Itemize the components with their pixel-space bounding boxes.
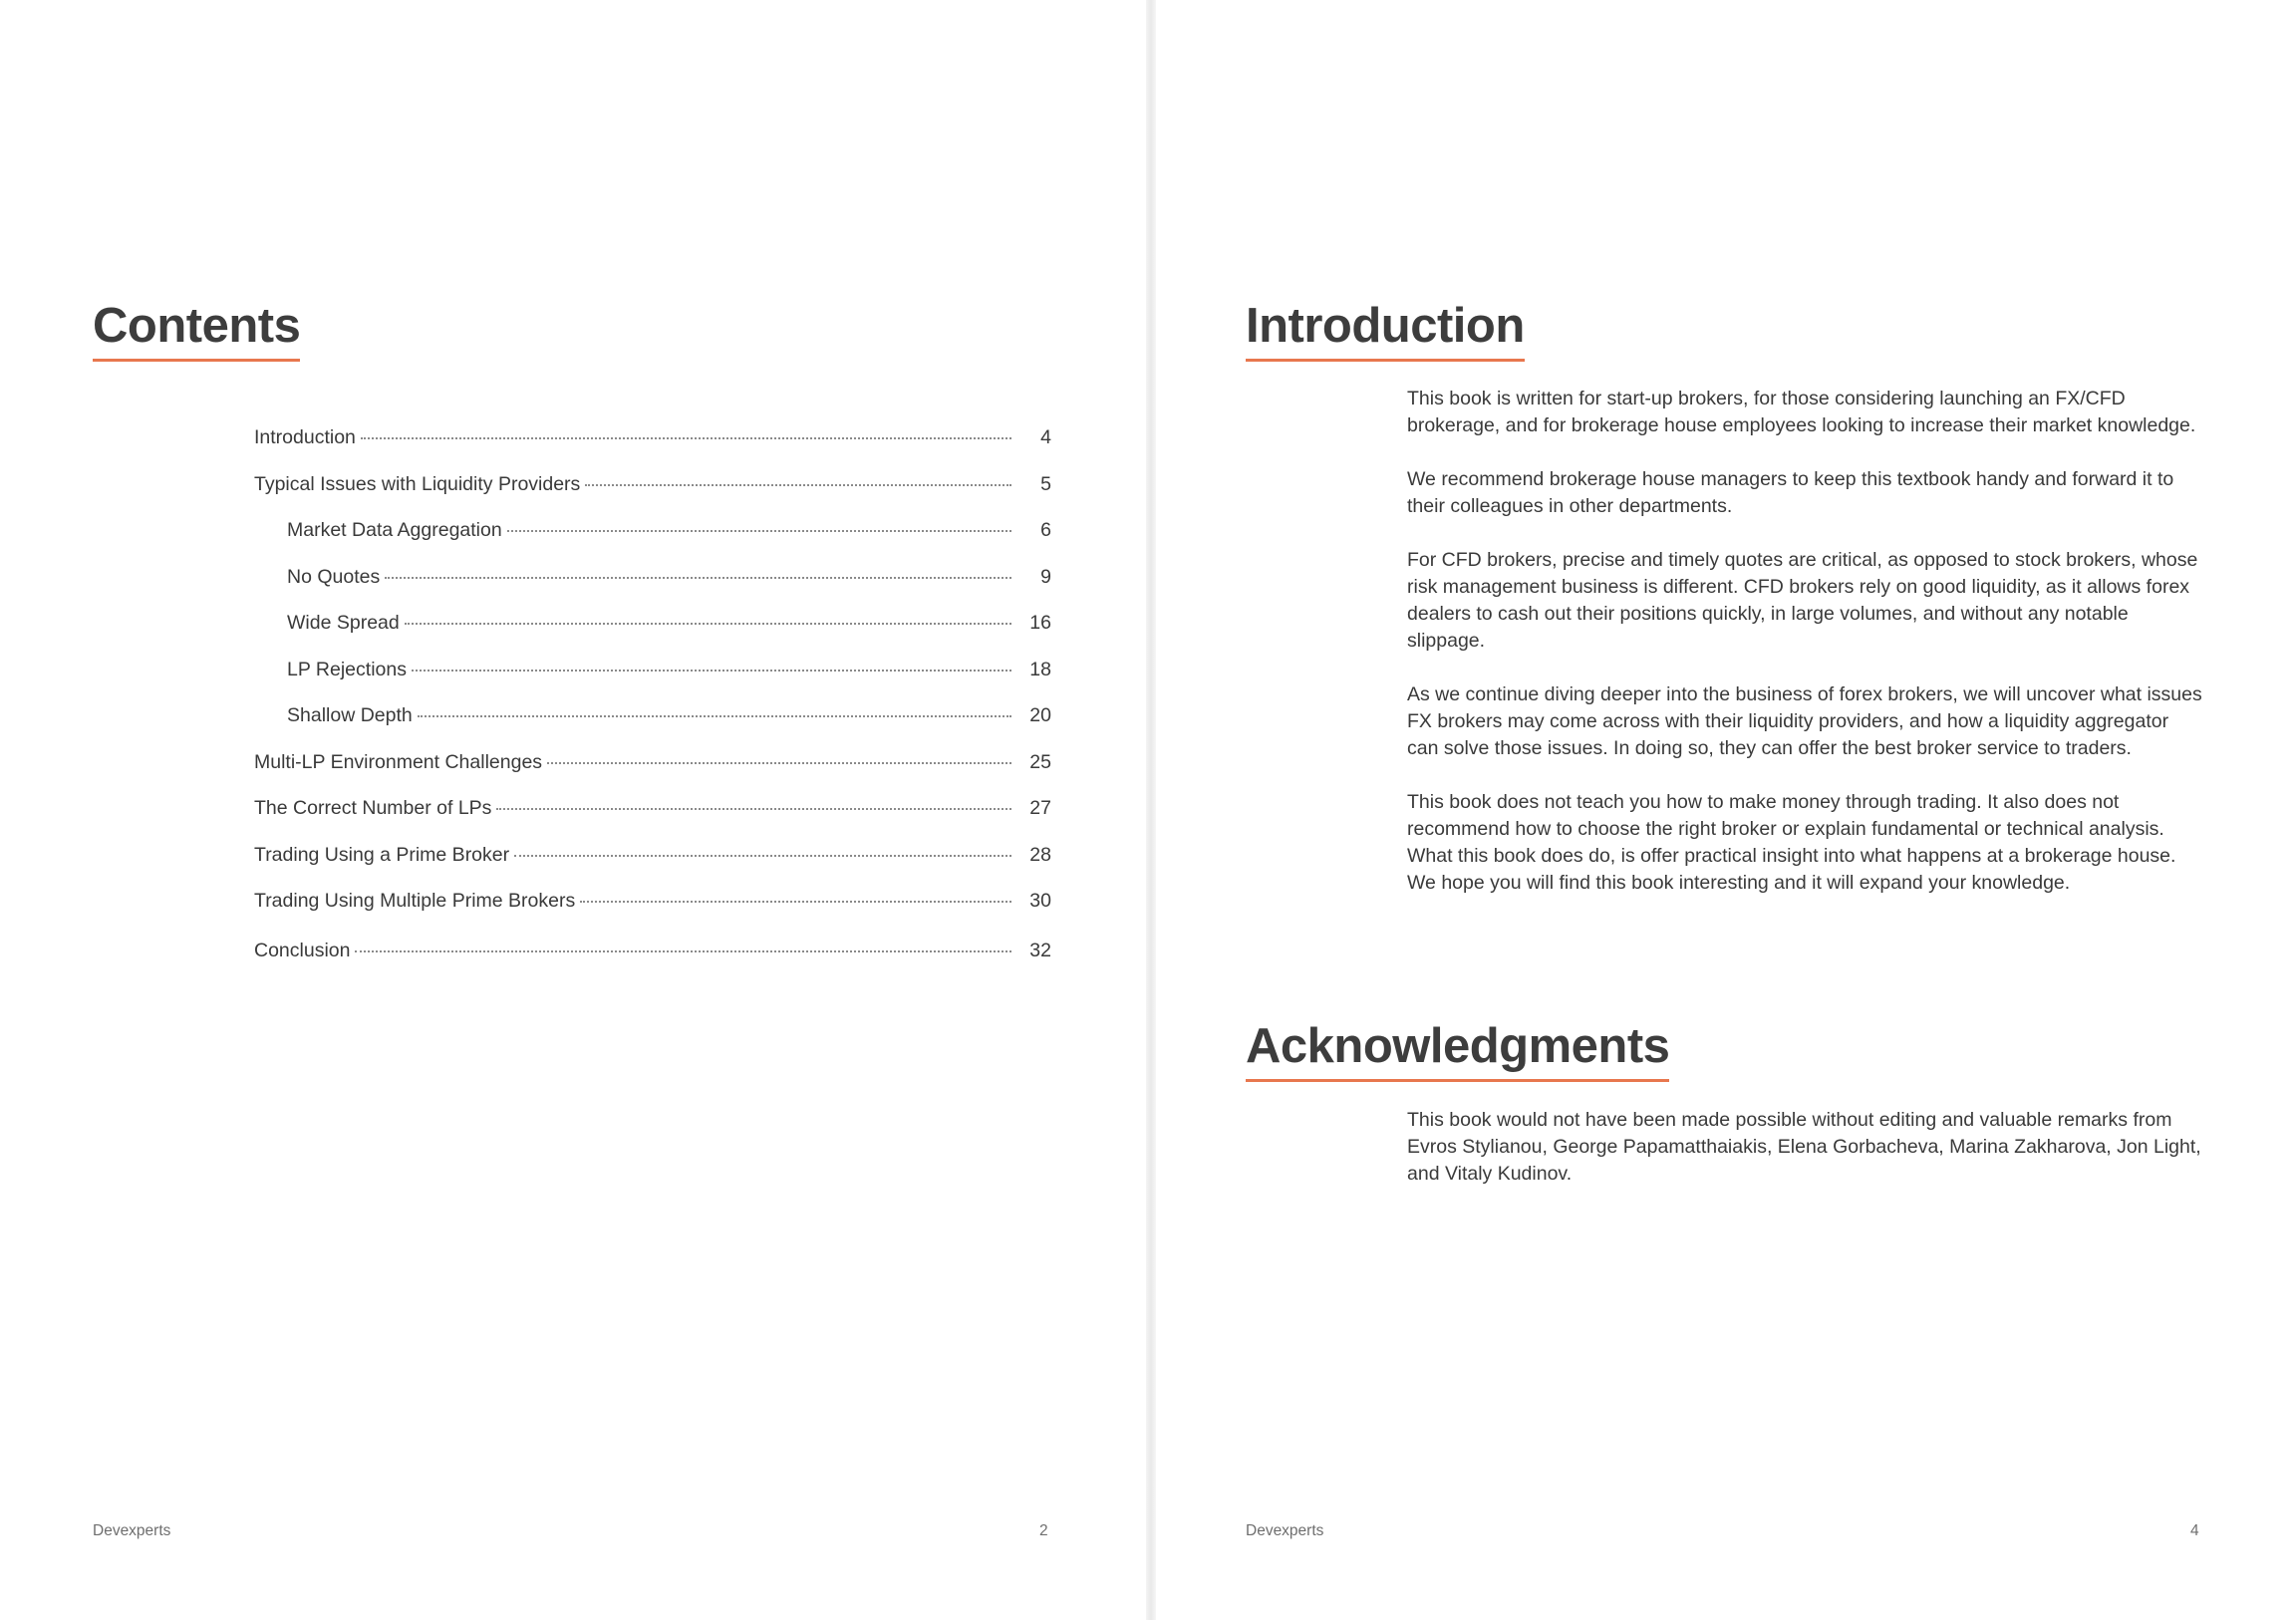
- toc-entry-page: 30: [1029, 890, 1051, 912]
- toc-dot-leader: [385, 576, 1011, 579]
- toc-entry-page: 32: [1029, 940, 1051, 961]
- toc-dot-leader: [507, 529, 1011, 532]
- toc-entry-label: Typical Issues with Liquidity Providers: [254, 473, 581, 495]
- toc-dot-leader: [412, 669, 1011, 672]
- left-page: [0, 0, 1146, 1620]
- toc-entry-page: 20: [1029, 704, 1051, 726]
- toc-dot-leader: [514, 854, 1011, 857]
- toc-entry-page: 27: [1029, 797, 1051, 819]
- ack-paragraph: This book would not have been made possible without editing and valuable remarks from Evros Stylianou, George Papamatthaiakis, Elena Gorbacheva, Marina Zakharova, Jon Light, and Vitaly Kudinov.: [1407, 1109, 2201, 1185]
- toc-dot-leader: [418, 714, 1011, 717]
- introduction-body: [1407, 386, 2204, 924]
- intro-paragraph: As we continue diving deeper into the business of forex brokers, we will uncover what issues FX brokers may come across with their liquidity providers, and how a liquidity aggregator can solve those issues. In doing so, they can offer the best broker service to traders.: [1407, 683, 2202, 759]
- toc-entry-page: 5: [1040, 473, 1051, 495]
- acknowledgments-heading: Acknowledgments: [1246, 1022, 1669, 1082]
- intro-paragraph: This book is written for start-up brokers, for those considering launching an FX/CFD brokerage, and for brokerage house employees looking to increase their market knowledge.: [1407, 388, 2196, 436]
- toc-entry-correct-number-lps[interactable]: [254, 797, 1051, 827]
- footer-brand: Devexperts: [93, 1522, 171, 1539]
- toc-entry-wide-spread[interactable]: [254, 612, 1051, 642]
- toc-entry-label: Wide Spread: [287, 612, 400, 634]
- footer-page-number-right: 4: [2190, 1522, 2199, 1539]
- footer-page-number: 2: [1039, 1522, 1048, 1539]
- toc-entry-label: Conclusion: [254, 940, 351, 961]
- toc-entry-shallow-depth[interactable]: [254, 704, 1051, 734]
- acknowledgments-body: [1407, 1107, 2204, 1215]
- footer-brand-right: Devexperts: [1246, 1522, 1324, 1539]
- toc-entry-page: 25: [1029, 751, 1051, 773]
- toc-entry-label: Trading Using Multiple Prime Brokers: [254, 890, 576, 912]
- toc-dot-leader: [361, 436, 1011, 439]
- toc-entry-multiple-prime-brokers[interactable]: [254, 890, 1051, 920]
- toc-entry-no-quotes[interactable]: [254, 566, 1051, 596]
- toc-entry-market-data-aggregation[interactable]: [254, 519, 1051, 549]
- intro-paragraph: We recommend brokerage house managers to keep this textbook handy and forward it to their colleagues in other departments.: [1407, 468, 2174, 517]
- toc-entry-conclusion[interactable]: [254, 940, 1051, 969]
- toc-entry-label: The Correct Number of LPs: [254, 797, 492, 819]
- toc-entry-page: 6: [1040, 519, 1051, 541]
- toc-entry-multi-lp[interactable]: [254, 751, 1051, 781]
- toc-entry-label: No Quotes: [287, 566, 381, 588]
- toc-entry-typical-issues[interactable]: [254, 473, 1051, 503]
- toc-entry-label: Multi-LP Environment Challenges: [254, 751, 543, 773]
- toc-dot-leader: [585, 483, 1011, 486]
- toc-entry-label: Trading Using a Prime Broker: [254, 844, 510, 866]
- toc-dot-leader: [580, 900, 1011, 903]
- toc-entry-label: Market Data Aggregation: [287, 519, 502, 541]
- toc-entry-label: LP Rejections: [287, 659, 407, 680]
- toc-dot-leader: [355, 949, 1011, 952]
- toc-dot-leader: [496, 807, 1011, 810]
- toc-entry-lp-rejections[interactable]: [254, 659, 1051, 688]
- toc-entry-page: 9: [1040, 566, 1051, 588]
- toc-entry-prime-broker[interactable]: [254, 844, 1051, 874]
- contents-heading: Contents: [93, 302, 300, 362]
- toc-entry-label: Introduction: [254, 426, 356, 448]
- toc-dot-leader: [405, 622, 1011, 625]
- toc-dot-leader: [547, 761, 1011, 764]
- toc-entry-label: Shallow Depth: [287, 704, 413, 726]
- page-gutter: [1146, 0, 1156, 1620]
- toc-entry-page: 16: [1029, 612, 1051, 634]
- intro-paragraph: This book does not teach you how to make money through trading. It also does not recommend how to choose the right broker or explain fundamental or technical analysis. What this book does do, is offer practical insight into what happens at a brokerage house. We hope you will find this book interesting and it will expand your knowledge.: [1407, 791, 2176, 894]
- toc-entry-page: 18: [1029, 659, 1051, 680]
- intro-paragraph: For CFD brokers, precise and timely quotes are critical, as opposed to stock brokers, whose risk management business is different. CFD brokers rely on good liquidity, as it allows forex dealers to cash out their positions quickly, in large volumes, and without any notable slippage.: [1407, 549, 2198, 652]
- introduction-heading: Introduction: [1246, 302, 1525, 362]
- toc-entry-introduction[interactable]: [254, 426, 1051, 456]
- toc-entry-page: 28: [1029, 844, 1051, 866]
- toc-entry-page: 4: [1040, 426, 1051, 448]
